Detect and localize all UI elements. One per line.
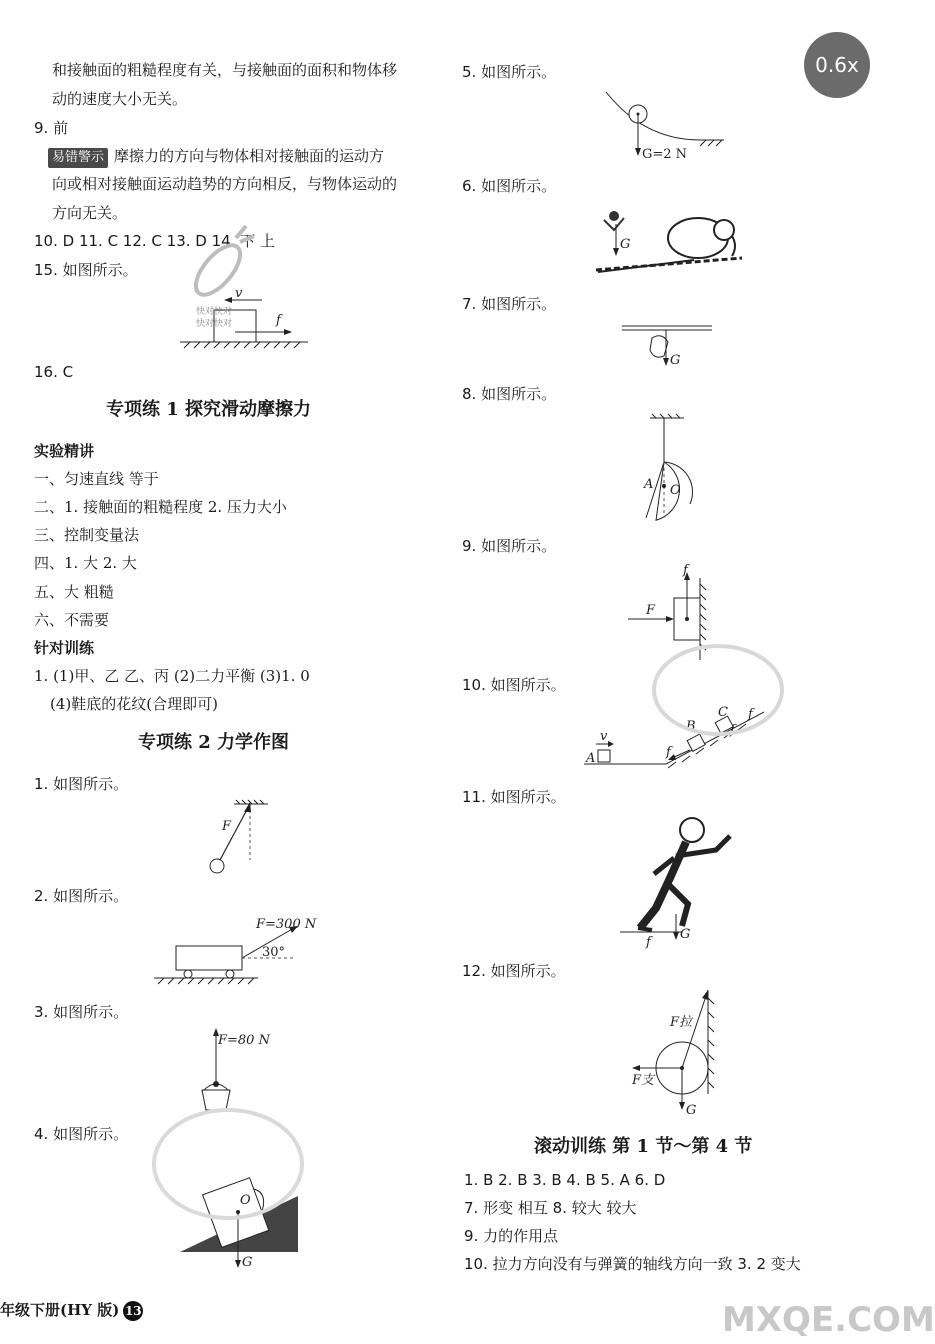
fig8-A-label: A: [644, 477, 654, 492]
figure-6-seesaw-elephant: [594, 200, 744, 278]
fig12-F2-label: F支: [632, 1073, 655, 1088]
figure-11-runner: [612, 814, 742, 950]
figure-7: [622, 322, 714, 372]
fig2-angle-label: 30°: [262, 945, 286, 960]
fig4-G-label: G: [242, 1255, 253, 1270]
question-6: 6. 如图所示。: [462, 177, 557, 195]
text-line: 10. 拉力方向没有与弹簧的轴线方向一致 3. 2 变大: [464, 1255, 801, 1273]
fig15-mark: 快对快对: [196, 307, 233, 317]
fig15-v-label: v: [235, 286, 243, 301]
text-line: 1. (1)甲、乙 乙、丙 (2)二力平衡 (3)1. 0: [34, 667, 310, 685]
answer-16: 16. C: [34, 363, 74, 381]
question-3: 3. 如图所示。: [34, 1003, 129, 1021]
zoom-indicator[interactable]: 0.6x: [804, 32, 870, 98]
fig10-v-label: v: [600, 729, 608, 744]
text-line: 四、1. 大 2. 大: [34, 554, 137, 572]
error-warning-badge: 易错警示: [48, 148, 108, 168]
text-line: 7. 形变 相互 8. 较大 较大: [464, 1199, 637, 1217]
question-1: 1. 如图所示。: [34, 775, 129, 793]
question-2: 2. 如图所示。: [34, 887, 129, 905]
fig10-f1-label: f: [666, 745, 671, 760]
section-title-3: 滚动训练 第 1 节～第 4 节: [534, 1136, 753, 1157]
fig12-G-label: G: [686, 1103, 697, 1118]
section-title-2: 专项练 2 力学作图: [138, 732, 290, 753]
text-line: 五、大 粗糙: [34, 583, 114, 601]
fig4-O-label: O: [240, 1193, 251, 1208]
page-footer: 年级下册(HY 版) 13: [0, 1301, 142, 1319]
question-5: 5. 如图所示。: [462, 63, 557, 81]
fig15-f-label: f: [276, 313, 281, 328]
site-watermark: MXQE.COM: [722, 1300, 935, 1340]
answers-10-14: 10. D 11. C 12. C 13. D 14. 下 上: [34, 232, 276, 250]
figure-5: [604, 90, 728, 166]
question-9: 9. 如图所示。: [462, 537, 557, 555]
fig8-O-label: O: [670, 483, 681, 498]
stamp-watermark: [148, 1104, 308, 1224]
fig1-F-label: F: [222, 819, 232, 834]
text-line: 向或相对接触面运动趋势的方向相反，与物体运动的: [52, 175, 398, 193]
fig9-f-label: f: [683, 563, 688, 578]
figure-1: [206, 800, 276, 876]
fig10-B-label: B: [686, 719, 696, 734]
stamp-watermark: [648, 640, 788, 740]
text-line: 一、匀速直线 等于: [34, 470, 159, 488]
text-line: 六、不需要: [34, 611, 110, 629]
text-line: 方向无关。: [52, 204, 128, 222]
text-line: 二、1. 接触面的粗糙程度 2. 压力大小: [34, 498, 287, 516]
figure-15: [180, 288, 340, 350]
question-7: 7. 如图所示。: [462, 295, 557, 313]
text-line: (4)鞋底的花纹(合理即可): [50, 695, 218, 713]
fig12-F1-label: F拉: [670, 1015, 693, 1030]
text-line: 9. 力的作用点: [464, 1227, 559, 1245]
fig10-f2-label: f: [748, 707, 753, 722]
text-line: 1. B 2. B 3. B 4. B 5. A 6. D: [464, 1171, 666, 1189]
fig10-f3-label: f: [730, 723, 735, 738]
figure-12: [626, 988, 716, 1118]
runner-icon: [680, 818, 704, 842]
fig9-F-label: F: [646, 603, 656, 618]
fig5-G-label: G=2 N: [642, 147, 688, 162]
question-8: 8. 如图所示。: [462, 385, 557, 403]
figure-3: [198, 1026, 288, 1116]
text-line: 和接触面的粗糙程度有关，与接触面的面积和物体移: [52, 61, 398, 79]
section-title-1: 专项练 1 探究滑动摩擦力: [106, 399, 312, 420]
subsection-practice: 针对训练: [34, 639, 95, 657]
question-15: 15. 如图所示。: [34, 261, 138, 279]
page-number: 13: [123, 1301, 143, 1321]
fig6-G-label: G: [620, 237, 631, 252]
answer-9: 9. 前: [34, 119, 69, 137]
question-4: 4. 如图所示。: [34, 1125, 129, 1143]
question-10: 10. 如图所示。: [462, 676, 566, 694]
monkey-icon: [609, 211, 619, 221]
hand-icon: [650, 336, 668, 357]
fig15-mark2: 快对快对: [196, 319, 233, 329]
text-line: 易错警示 摩擦力的方向与物体相对接触面的运动方: [48, 146, 384, 168]
fig3-F-label: F=80 N: [218, 1033, 270, 1048]
fig10-A-label: A: [586, 751, 596, 766]
text-line: 动的速度大小无关。: [52, 90, 188, 108]
fig11-G-label: G: [680, 927, 691, 942]
figure-8: [640, 414, 710, 524]
fig7-G-label: G: [670, 353, 681, 368]
question-11: 11. 如图所示。: [462, 788, 566, 806]
subsection-experiment: 实验精讲: [34, 442, 95, 460]
question-12: 12. 如图所示。: [462, 962, 566, 980]
fig11-f-label: f: [646, 935, 651, 950]
figure-2: [154, 910, 324, 990]
text-line: 三、控制变量法: [34, 526, 140, 544]
fig10-C-label: C: [718, 705, 728, 720]
fig2-F-label: F=300 N: [256, 917, 317, 932]
